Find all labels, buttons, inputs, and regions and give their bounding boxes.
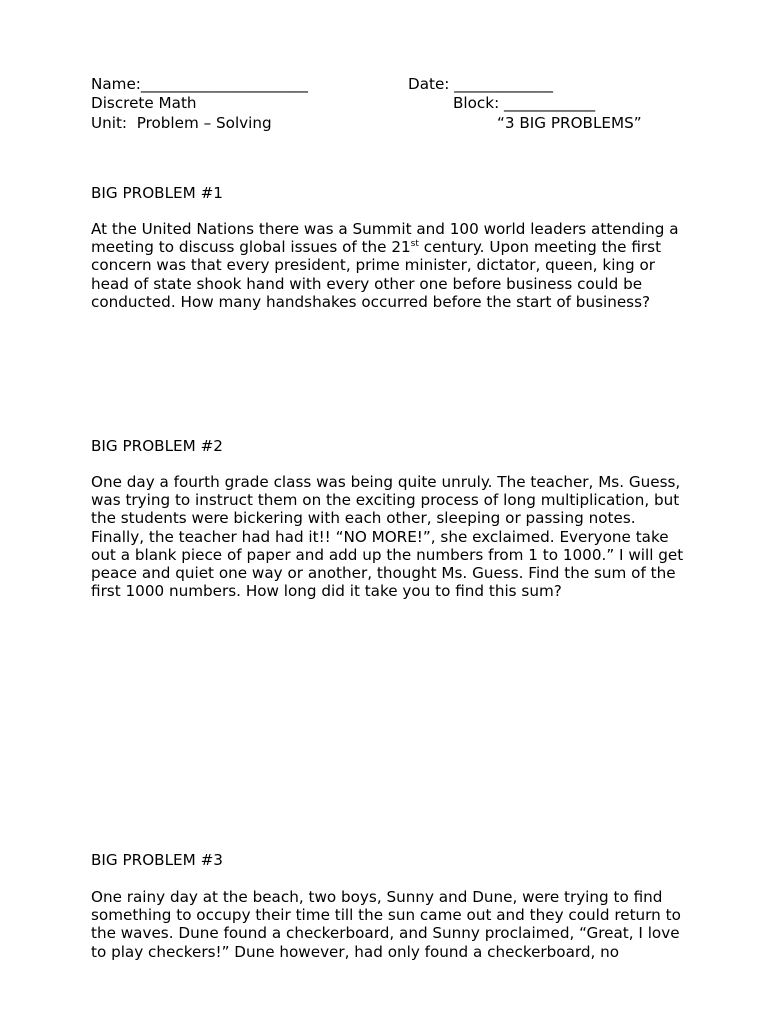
- problem-3-text: One rainy day at the beach, two boys, Sunny and Dune, were trying to find something to occupy their time till the sun came out and they could return to the waves. Dune found a checkerboard, and Sunny proclaimed, “Great, I love to play checkers!” Dune however, had only found a checkerboard, no: [91, 888, 681, 961]
- unit-label: Unit: Problem – Solving: [91, 114, 272, 132]
- problem-1-superscript: st: [410, 239, 419, 250]
- problem-2-text: One day a fourth grade class was being quite unruly. The teacher, Ms. Guess, was trying to instruct them on the exciting process of long multiplication, but the students were bickering with each other, sleeping or passing notes. Finally, the teacher had had it!! “NO MORE!”, she exclaimed. Everyone take out a blank piece of paper and add up the numbers from 1 to 1000.” I will get peace and quiet one way or another, thought Ms. Guess. Find the sum of the first 1000 numbers. How long did it take you to find this sum?: [91, 473, 684, 601]
- worksheet-title: “3 BIG PROBLEMS”: [497, 114, 642, 132]
- problem-1-text-part-1: At the United Nations there was a Summit and 100 world leaders attending a meeting to discuss global issues of the 21: [91, 220, 679, 257]
- problem-3-heading: BIG PROBLEM #3: [91, 851, 223, 869]
- block-field-label: Block: ____________: [453, 94, 596, 112]
- name-field-label: Name:______________________: [91, 75, 308, 93]
- course-name: Discrete Math: [91, 94, 197, 112]
- problem-1-text-part-2: century. Upon meeting the first concern was that every president, prime minister, dictator, queen, king or head of state shook hand with every other one before business could be conducted. How many handshakes occurred before the start of business?: [91, 238, 662, 311]
- problem-1-heading: BIG PROBLEM #1: [91, 184, 223, 202]
- problem-1-text: [91, 220, 691, 311]
- date-field-label: Date: _____________: [408, 75, 553, 93]
- problem-2-heading: BIG PROBLEM #2: [91, 437, 223, 455]
